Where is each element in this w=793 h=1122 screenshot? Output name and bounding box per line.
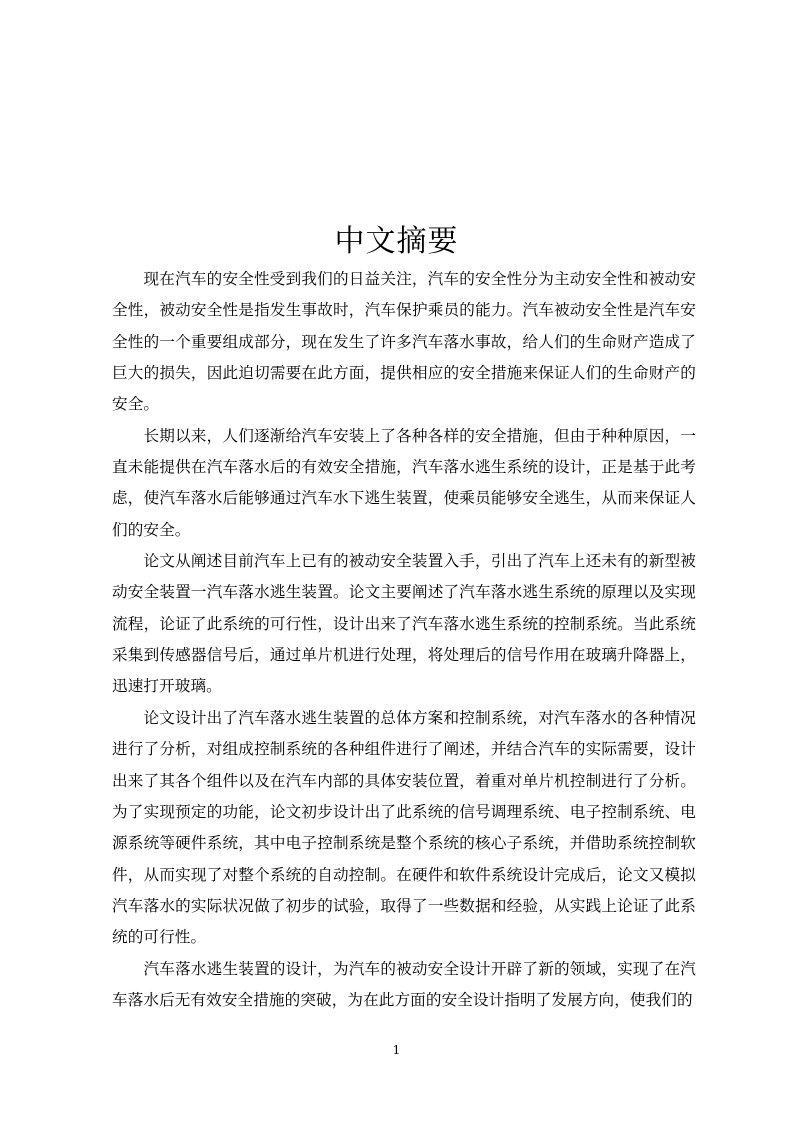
abstract-paragraph-1: 现在汽车的安全性受到我们的日益关注，汽车的安全性分为主动安全性和被动安全性，被动安全性是指发生事故时，汽车保护乘员的能力。汽车被动安全性是汽车安全性的一个重要组成部分，现在发生了许多汽车落水事故，给人们的生命财产造成了巨大的损失，因此迫切需要在此方面，提供相应的安全措施来保证人们的生命财产的安全。 (112, 270, 696, 414)
abstract-body (112, 264, 696, 1016)
abstract-paragraph-4: 论文设计出了汽车落水逃生装置的总体方案和控制系统，对汽车落水的各种情况进行了分析，对组成控制系统的各种组件进行了阐述，并结合汽车的实际需要，设计出来了其各个组件以及在汽车内部的具体安装位置，着重对单片机控制进行了分析。为了实现预定的功能，论文初步设计出了此系统的信号调理系统、电子控制系统、电源系统等硬件系统，其中电子控制系统是整个系统的核心子系统，并借助系统控制软件，从而实现了对整个系统的自动控制。在硬件和软件系统设计完成后，论文又模拟汽车落水的实际状况做了初步的试验，取得了一些数据和经验，从实践上论证了此系统的可行性。 (112, 708, 696, 947)
abstract-paragraph-2: 长期以来，人们逐渐给汽车安装上了各种各样的安全措施，但由于种种原因，一直未能提供在汽车落水后的有效安全措施，汽车落水逃生系统的设计，正是基于此考虑，使汽车落水后能够通过汽车水下逃生装置，使乘员能够安全逃生，从而来保证人们的安全。 (112, 426, 696, 539)
page-title: 中文摘要 (334, 224, 459, 259)
abstract-paragraph-3: 论文从阐述目前汽车上已有的被动安全装置入手，引出了汽车上还未有的新型被动安全装置一汽车落水逃生装置。论文主要阐述了汽车落水逃生系统的原理以及实现流程，论证了此系统的可行性，设计出来了汽车落水逃生系统的控制系统。当此系统采集到传感器信号后，通过单片机进行处理，将处理后的信号作用在玻璃升降器上，迅速打开玻璃。 (112, 552, 696, 696)
page-number: 1 (392, 1043, 401, 1057)
abstract-paragraph-5: 汽车落水逃生装置的设计，为汽车的被动安全设计开辟了新的领域，实现了在汽车落水后无有效安全措施的突破，为在此方面的安全设计指明了发展方向，使我们的 (112, 959, 696, 1009)
